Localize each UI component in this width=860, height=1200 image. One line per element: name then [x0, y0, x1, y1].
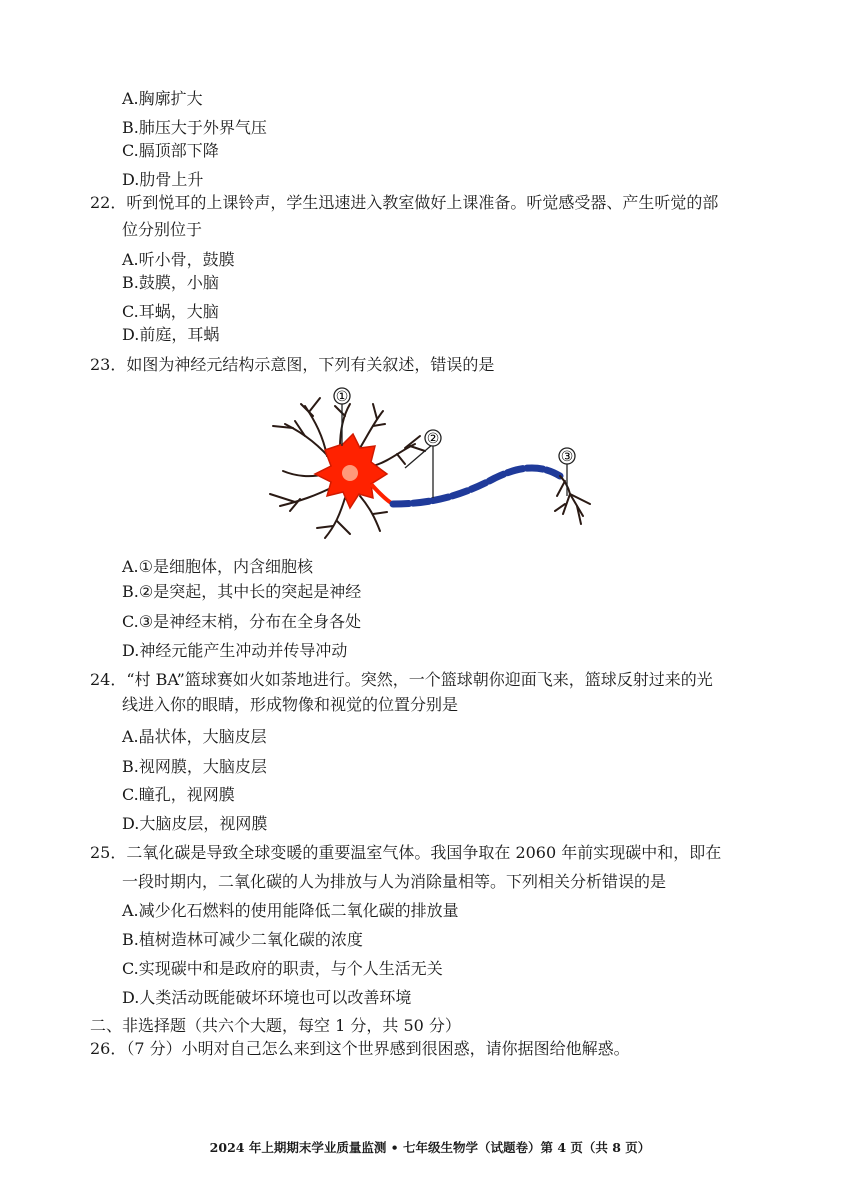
neuron-diagram	[265, 386, 605, 546]
q24-stem-line1: 24．“村 BA”篮球赛如火如荼地进行。突然，一个篮球朝你迎面飞来，篮球反射过来的光	[90, 670, 713, 689]
section-2-heading: 二、非选择题（共六个大题，每空 1 分，共 50 分）	[90, 1016, 461, 1035]
q25-option-c: C.实现碳中和是政府的职责，与个人生活无关	[122, 959, 443, 978]
page-footer: 2024 年上期期末学业质量监测 • 七年级生物学（试题卷）第 4 页（共 8 页）	[209, 1140, 651, 1155]
q23-option-a: A.①是细胞体，内含细胞核	[122, 557, 313, 576]
label-3: ③	[560, 449, 574, 465]
axon-myelin	[393, 468, 560, 504]
q22-option-d: D.前庭，耳蜗	[122, 325, 220, 344]
label-2: ②	[426, 431, 440, 447]
q23-option-b: B.②是突起，其中长的突起是神经	[122, 582, 362, 601]
q22-option-c: C.耳蜗，大脑	[122, 302, 219, 321]
q23-option-d: D.神经元能产生冲动并传导冲动	[122, 641, 348, 660]
q24-option-a: A.晶状体，大脑皮层	[122, 727, 267, 746]
q26-stem: 26．（7 分）小明对自己怎么来到这个世界感到很困惑，请你据图给他解惑。	[90, 1039, 630, 1058]
q25-stem-line1: 25．二氧化碳是导致全球变暖的重要温室气体。我国争取在 2060 年前实现碳中和，即在	[90, 843, 722, 862]
q21-option-a: A.胸廓扩大	[122, 89, 203, 108]
q22-stem-line1: 22．听到悦耳的上课铃声，学生迅速进入教室做好上课准备。听觉感受器、产生听觉的部	[90, 193, 719, 212]
q22-option-b: B.鼓膜，小脑	[122, 273, 219, 292]
q25-option-a: A.减少化石燃料的使用能降低二氧化碳的排放量	[122, 901, 459, 920]
q25-option-b: B.植树造林可减少二氧化碳的浓度	[122, 930, 363, 949]
label-1: ①	[335, 389, 349, 405]
q24-option-d: D.大脑皮层，视网膜	[122, 814, 268, 833]
q23-option-c: C.③是神经末梢，分布在全身各处	[122, 612, 362, 631]
q24-stem-line2: 线进入你的眼睛，形成物像和视觉的位置分别是	[122, 695, 459, 714]
cell-nucleus	[342, 465, 358, 481]
q21-option-c: C.膈顶部下降	[122, 141, 219, 160]
q23-stem: 23．如图为神经元结构示意图，下列有关叙述，错误的是	[90, 355, 495, 374]
axon-hillock	[371, 484, 393, 504]
q21-option-d: D.肋骨上升	[122, 170, 204, 189]
nerve-terminals	[555, 476, 590, 524]
q24-option-c: C.瞳孔，视网膜	[122, 785, 235, 804]
q21-option-b: B.肺压大于外界气压	[122, 118, 267, 137]
q25-option-d: D.人类活动既能破坏环境也可以改善环境	[122, 988, 412, 1007]
q25-stem-line2: 一段时期内，二氧化碳的人为排放与人为消除量相等。下列相关分析错误的是	[122, 872, 667, 891]
q24-option-b: B.视网膜，大脑皮层	[122, 757, 267, 776]
q22-option-a: A.听小骨，鼓膜	[122, 250, 235, 269]
q22-stem-line2: 位分别位于	[122, 220, 203, 239]
